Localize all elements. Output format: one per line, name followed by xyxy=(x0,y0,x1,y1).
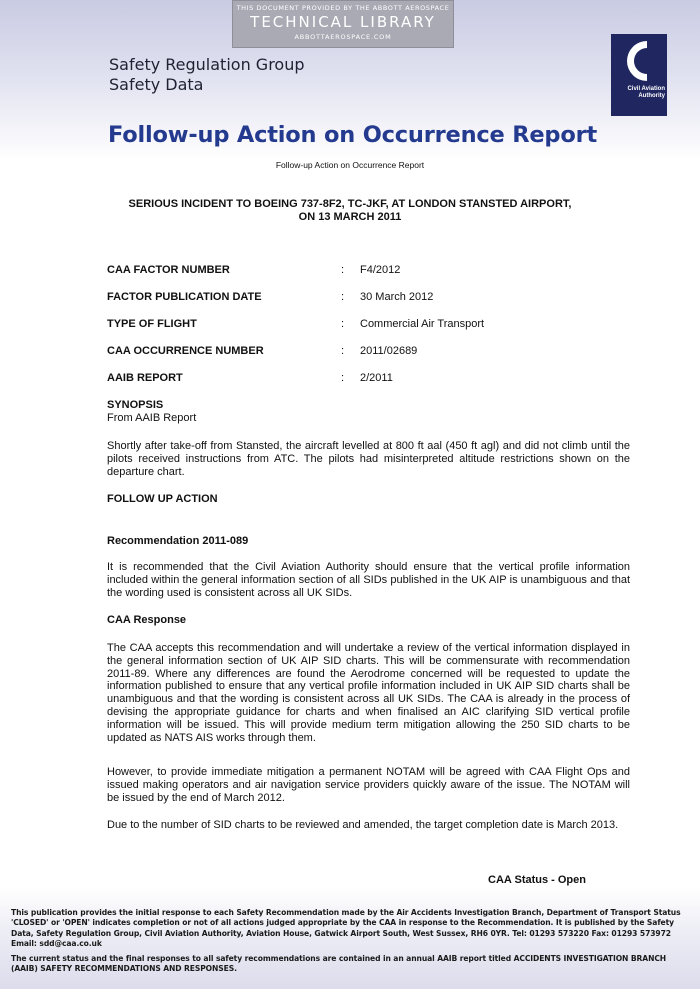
field-value: 30 March 2012 xyxy=(360,291,434,303)
caa-response-paragraph: The CAA accepts this recommendation and will undertake a review of the vertical information displayed in the general information section of UK AIP SID charts. This will be commensurate with recommendation 2011-89. Where any differences are found the Aerodrome concerned will be requested to update the information published to ensure that any vertical profile information included in UK AIP SID charts shall be unambiguous and that the wording is consistent across all UK SIDs. The CAA is already in the process of devising the appropriate guidance for charts and when finalised an AIC clarifying SID vertical profile information will be issued. This will provide medium term mitigation allowing the 250 SID charts to be updated as NATS AIS works through them. xyxy=(107,642,630,744)
watermark-provider: THIS DOCUMENT PROVIDED BY THE ABBOTT AEROSPACE xyxy=(236,4,450,12)
footer-publication-note: This publication provides the initial response to each Safety Recommendation made by the Air Accidents Investigation Branch, Department of Transport Status 'CLOSED' or 'OPEN' indicates completion or not of all actions judged appropriate by the CAA in response to the Recommendation. It is published by the Safety Data, Safety Regulation Group, Civil Aviation Authority, Aviation House, Gatwick Airport South, West Sussex, RH6 0YR. Tel: 01293 573220 Fax: 01293 573972 Email: sdd@caa.co.uk xyxy=(11,908,681,949)
caa-response-paragraph: Due to the number of SID charts to be reviewed and amended, the target completion date is March 2013. xyxy=(107,819,619,831)
follow-up-heading: FOLLOW UP ACTION xyxy=(107,493,218,505)
field-label: AAIB REPORT xyxy=(107,372,183,384)
caa-logo-icon xyxy=(617,38,661,84)
recommendation-text: It is recommended that the Civil Aviation Authority should ensure that the vertical profile information included within the general information section of all SIDs published in the UK AIP is unambiguous and that the wording used is consistent across all UK SIDs. xyxy=(107,561,630,599)
watermark-url: ABBOTTAEROSPACE.COM xyxy=(294,33,392,41)
document-title: Follow-up Action on Occurrence Report xyxy=(108,122,598,148)
incident-title xyxy=(0,198,700,224)
caa-response-paragraph: However, to provide immediate mitigation a permanent NOTAM will be agreed with CAA Flight Ops and issued making operators and air navigation service providers quickly aware of the issue. The NOTAM will be issued by the end of March 2012. xyxy=(107,766,630,804)
field-caa-occurrence-number xyxy=(107,345,627,359)
footer-status-note: The current status and the final responses to all safety recommendations are contained in an annual AAIB report titled ACCIDENTS INVESTIGATION BRANCH (AAIB) SAFETY RECOMMENDATIONS AND RESPONSES. xyxy=(11,954,667,974)
field-caa-factor-number xyxy=(107,264,627,278)
field-colon: : xyxy=(341,318,345,330)
field-type-of-flight xyxy=(107,318,627,332)
field-value: 2/2011 xyxy=(360,372,393,384)
technical-library-watermark xyxy=(232,0,454,48)
logo-text-line1: Civil Aviation xyxy=(627,86,665,92)
field-colon: : xyxy=(341,291,345,303)
field-colon: : xyxy=(341,345,345,357)
field-label: FACTOR PUBLICATION DATE xyxy=(107,291,262,303)
field-aaib-report xyxy=(107,372,627,386)
field-colon: : xyxy=(341,264,345,276)
logo-text-line2: Authority xyxy=(638,93,665,99)
document-subtitle: Follow-up Action on Occurrence Report xyxy=(275,160,425,170)
caa-status: CAA Status - Open xyxy=(488,874,586,886)
field-factor-publication-date xyxy=(107,291,627,305)
organization-name xyxy=(109,55,305,95)
field-value: F4/2012 xyxy=(360,264,401,276)
synopsis-heading: SYNOPSIS xyxy=(107,399,164,411)
caa-response-heading: CAA Response xyxy=(107,614,187,626)
incident-title-line1: SERIOUS INCIDENT TO BOEING 737-8F2, TC-JKF, AT LONDON STANSTED AIRPORT, xyxy=(128,198,572,210)
organization-line2: Safety Data xyxy=(109,75,204,94)
field-label: TYPE OF FLIGHT xyxy=(107,318,197,330)
field-label: CAA FACTOR NUMBER xyxy=(107,264,230,276)
caa-logo xyxy=(611,34,667,116)
recommendation-heading: Recommendation 2011-089 xyxy=(107,535,249,547)
synopsis-source: From AAIB Report xyxy=(107,412,197,424)
synopsis-text: Shortly after take-off from Stansted, the aircraft levelled at 800 ft aal (450 ft agl) and did not climb until the pilots received instructions from ATC. The pilots had misinterpreted altitude restrictions shown on the departure chart. xyxy=(107,440,630,478)
incident-title-line2: ON 13 MARCH 2011 xyxy=(298,211,402,223)
watermark-title: TECHNICAL LIBRARY xyxy=(250,13,436,31)
field-value: 2011/02689 xyxy=(360,345,418,357)
field-label: CAA OCCURRENCE NUMBER xyxy=(107,345,264,357)
field-colon: : xyxy=(341,372,345,384)
organization-line1: Safety Regulation Group xyxy=(109,55,305,74)
logo-text xyxy=(613,86,665,100)
field-value: Commercial Air Transport xyxy=(360,318,485,330)
